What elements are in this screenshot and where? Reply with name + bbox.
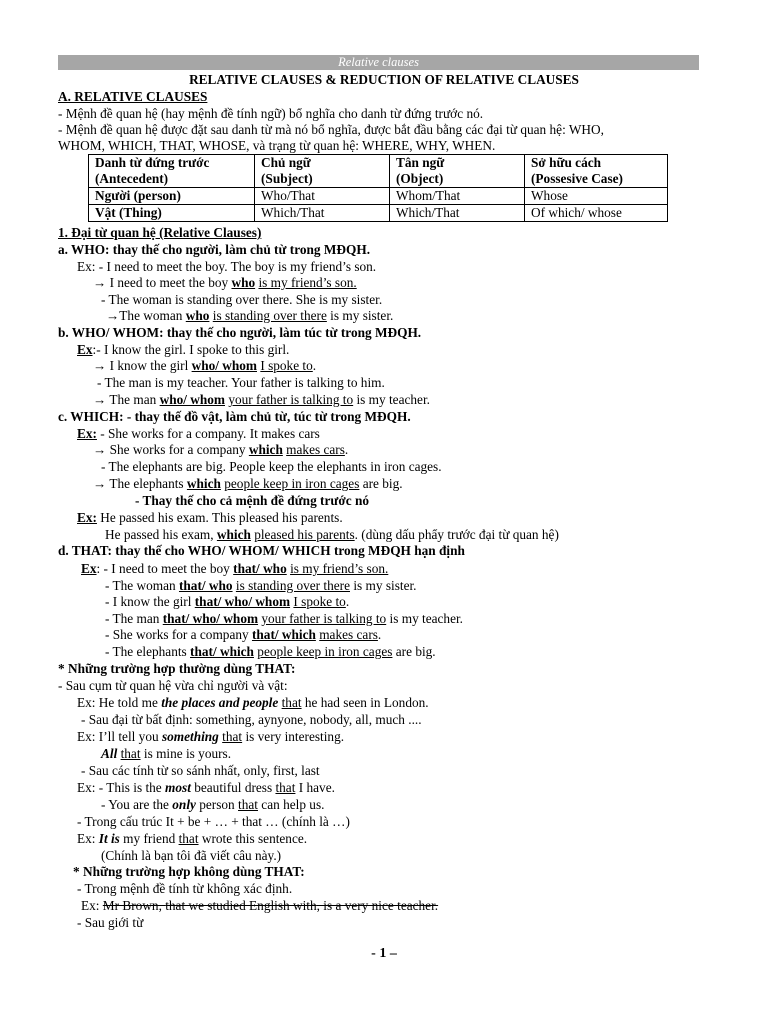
subsection-heading: c. WHICH: - thay thế đồ vật, làm chủ từ, túc từ trong MĐQH. [58, 409, 411, 424]
example-line: Ex: I’ll tell you something that is very interesting. [77, 729, 345, 744]
example-line: → The man who/ whom your father is talking to is my teacher. [93, 392, 430, 407]
example-line: Ex: Mr Brown, that we studied English with, is a very nice teacher. [81, 898, 439, 913]
subsection-heading: d. THAT: thay thế cho WHO/ WHOM/ WHICH trong MĐQH hạn định [58, 543, 465, 558]
rule-line: - Sau đại từ bất định: something, aynyone, nobody, all, much .... [81, 712, 422, 727]
subsection-heading: b. WHO/ WHOM: thay thế cho người, làm túc từ trong MĐQH. [58, 325, 422, 340]
not-that-heading: * Những trường hợp không dùng THAT: [73, 864, 305, 879]
table-cell: Who/That [255, 188, 390, 205]
example-line: Ex: It is my friend that wrote this sentence. [77, 831, 308, 846]
translation-line: (Chính là bạn tôi đã viết câu này.) [101, 848, 282, 863]
header-text: Chủ ngữ [261, 155, 311, 170]
table-cell: Which/That [255, 205, 390, 222]
example-line: → She works for a company which makes cars. [93, 442, 349, 457]
subsection-heading: a. WHO: thay thế cho người, làm chủ từ trong MĐQH. [58, 242, 371, 257]
example-line: - The woman is standing over there. She is my sister. [101, 292, 383, 307]
header-text: Danh từ đứng trước [95, 155, 210, 170]
example-line: Ex:- I know the girl. I spoke to this girl. [77, 342, 290, 357]
page-number: - 1 – [371, 946, 397, 961]
header-text: (Subject) [261, 171, 313, 186]
example-line: Ex: He passed his exam. This pleased his parents. [77, 510, 343, 525]
example-line: Ex: He told me the places and people that he had seen in London. [77, 695, 429, 710]
example-line: - The man that/ who/ whom your father is talking to is my teacher. [105, 611, 464, 626]
example-line: - She works for a company that/ which makes cars. [105, 627, 382, 642]
section-a-heading: A. RELATIVE CLAUSES [58, 89, 208, 104]
table-header-cell [89, 155, 255, 188]
example-line: - The elephants are big. People keep the elephants in iron cages. [101, 459, 442, 474]
subsection-heading: 1. Đại từ quan hệ (Relative Clauses) [58, 225, 262, 240]
example-line: All that is mine is yours. [101, 746, 232, 761]
paragraph: - Mệnh đề quan hệ (hay mệnh đề tính ngữ) bổ nghĩa cho danh từ đứng trước nó. [58, 106, 484, 121]
paragraph: WHOM, WHICH, THAT, WHOSE, và trạng từ quan hệ: WHERE, WHY, WHEN. [58, 138, 496, 153]
table-header-cell [255, 155, 390, 188]
example-line: → I know the girl who/ whom I spoke to. [93, 358, 317, 373]
table-cell: Người (person) [89, 188, 255, 205]
header-text: (Object) [396, 171, 444, 186]
table-cell: Of which/ whose [525, 205, 668, 222]
example-line: Ex: - She works for a company. It makes cars [77, 426, 320, 441]
table-cell: Which/That [390, 205, 525, 222]
note-line: - Thay thế cho cả mệnh đề đứng trước nó [135, 493, 369, 508]
table-cell: Whom/That [390, 188, 525, 205]
example-line: - I know the girl that/ who/ whom I spoke to. [105, 594, 350, 609]
example-line: - You are the only person that can help us. [101, 797, 325, 812]
that-cases-heading: * Những trường hợp thường dùng THAT: [58, 661, 296, 676]
example-line: →The woman who is standing over there is my sister. [106, 308, 394, 323]
header-text: (Antecedent) [95, 171, 169, 186]
table-header-cell [390, 155, 525, 188]
example-line: → The elephants which people keep in iron cages are big. [93, 476, 403, 491]
example-line: Ex: - This is the most beautiful dress that I have. [77, 780, 335, 795]
header-text: Sở hữu cách [531, 155, 602, 170]
example-line: → I need to meet the boy who is my friend’s son. [93, 275, 357, 290]
rule-line: - Sau các tính từ so sánh nhất, only, first, last [81, 763, 320, 778]
table-header-cell [525, 155, 668, 188]
paragraph: - Mệnh đề quan hệ được đặt sau danh từ mà nó bổ nghĩa, được bắt đầu bằng các đại từ quan hệ: WHO, [58, 122, 604, 137]
example-line: - The man is my teacher. Your father is talking to him. [97, 375, 385, 390]
relative-pronoun-table [88, 154, 668, 222]
example-line: Ex: - I need to meet the boy that/ who is my friend’s son. [81, 561, 389, 576]
rule-line: - Trong cấu trúc It + be + … + that … (chính là …) [77, 814, 350, 829]
table-row [89, 188, 668, 205]
table-cell: Whose [525, 188, 668, 205]
rule-line: - Sau giới từ [77, 915, 144, 930]
table-header-row [89, 155, 668, 188]
rule-line: - Sau cụm từ quan hệ vừa chỉ người và vật: [58, 678, 288, 693]
example-line: - The elephants that/ which people keep in iron cages are big. [105, 644, 436, 659]
header-text: Tân ngữ [396, 155, 445, 170]
rule-line: - Trong mệnh đề tính từ không xác định. [77, 881, 293, 896]
header-text: (Possesive Case) [531, 171, 623, 186]
example-line: He passed his exam, which pleased his parents. (dùng dấu phẩy trước đại từ quan hệ) [105, 527, 559, 542]
example-line: Ex: - I need to meet the boy. The boy is my friend’s son. [77, 259, 377, 274]
document-title: RELATIVE CLAUSES & REDUCTION OF RELATIVE CLAUSES [189, 72, 579, 87]
example-line: - The woman that/ who is standing over there is my sister. [105, 578, 417, 593]
running-header: Relative clauses [58, 55, 699, 70]
table-row [89, 205, 668, 222]
table-cell: Vật (Thing) [89, 205, 255, 222]
